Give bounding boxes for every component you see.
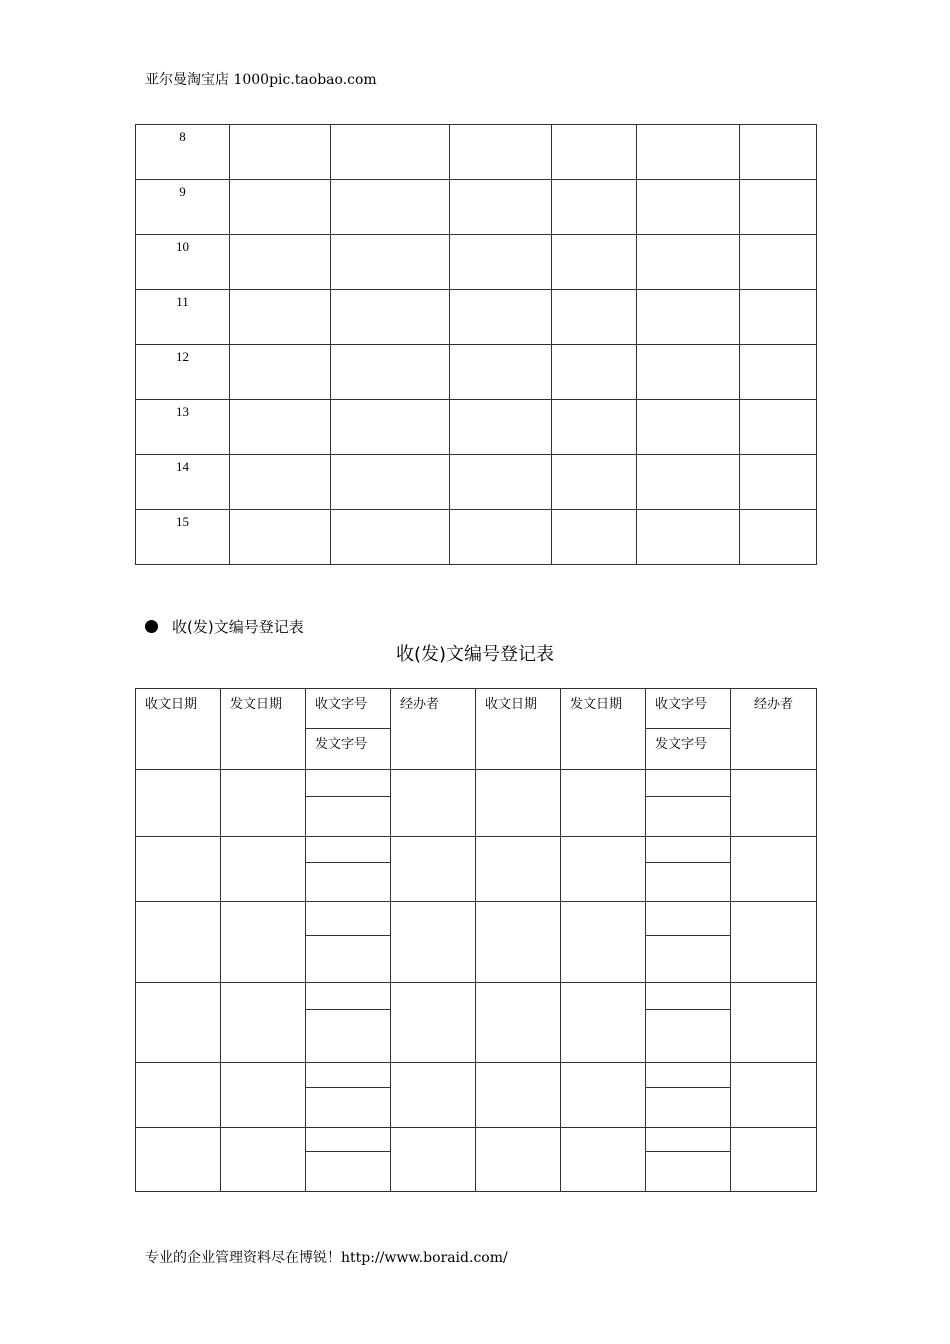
empty-cell <box>561 1063 646 1128</box>
recv-no-cell <box>306 1128 391 1152</box>
empty-cell <box>450 345 552 400</box>
empty-cell <box>221 983 306 1063</box>
empty-cell <box>136 902 221 983</box>
empty-cell <box>740 125 817 180</box>
section-heading: 收(发)文编号登记表 <box>145 616 304 637</box>
empty-cell <box>731 1063 817 1128</box>
empty-cell <box>230 455 331 510</box>
bullet-icon <box>145 620 158 633</box>
document-number-register-table <box>135 688 817 1192</box>
empty-cell <box>230 125 331 180</box>
header-recv-no: 收文字号 <box>306 689 391 729</box>
table-row <box>136 770 817 797</box>
table-row <box>136 290 817 345</box>
empty-cell <box>450 235 552 290</box>
empty-cell <box>230 290 331 345</box>
send-no-cell <box>306 863 391 902</box>
header-recv-date-2: 收文日期 <box>476 689 561 770</box>
table-row <box>136 180 817 235</box>
empty-cell <box>740 235 817 290</box>
empty-cell <box>740 290 817 345</box>
empty-cell <box>740 510 817 565</box>
empty-cell <box>450 180 552 235</box>
empty-cell <box>450 400 552 455</box>
header-send-date: 发文日期 <box>221 689 306 770</box>
empty-cell <box>391 837 476 902</box>
header-recv-date: 收文日期 <box>136 689 221 770</box>
table-row <box>136 837 817 863</box>
empty-cell <box>450 455 552 510</box>
empty-cell <box>331 290 450 345</box>
form-title: 收(发)文编号登记表 <box>395 644 555 665</box>
empty-cell <box>552 125 637 180</box>
empty-cell <box>561 983 646 1063</box>
empty-cell <box>136 770 221 837</box>
table-row <box>136 1063 817 1088</box>
recv-no-cell <box>646 902 731 936</box>
header-send-no: 发文字号 <box>306 729 391 770</box>
send-no-cell <box>306 1152 391 1192</box>
record-table-continued <box>135 124 817 565</box>
row-number: 11 <box>136 290 230 345</box>
empty-cell <box>331 400 450 455</box>
empty-cell <box>391 1063 476 1128</box>
empty-cell <box>221 1063 306 1128</box>
empty-cell <box>230 180 331 235</box>
table-row <box>136 1128 817 1152</box>
empty-cell <box>740 400 817 455</box>
empty-cell <box>731 902 817 983</box>
send-no-cell <box>646 936 731 983</box>
empty-cell <box>331 510 450 565</box>
recv-no-cell <box>646 983 731 1010</box>
send-no-cell <box>646 1010 731 1063</box>
row-number: 15 <box>136 510 230 565</box>
row-number: 10 <box>136 235 230 290</box>
header-send-no-2: 发文字号 <box>646 729 731 770</box>
empty-cell <box>552 455 637 510</box>
empty-cell <box>221 1128 306 1192</box>
empty-cell <box>476 770 561 837</box>
table-row <box>136 983 817 1010</box>
header-recv-no-2: 收文字号 <box>646 689 731 729</box>
empty-cell <box>476 837 561 902</box>
row-number: 8 <box>136 125 230 180</box>
empty-cell <box>637 510 740 565</box>
recv-no-cell <box>646 837 731 863</box>
empty-cell <box>450 290 552 345</box>
empty-cell <box>391 902 476 983</box>
empty-cell <box>136 1063 221 1128</box>
recv-no-cell <box>306 1063 391 1088</box>
empty-cell <box>731 837 817 902</box>
recv-no-cell <box>646 1063 731 1088</box>
recv-no-cell <box>306 983 391 1010</box>
empty-cell <box>637 290 740 345</box>
empty-cell <box>740 180 817 235</box>
page-header: 亚尔曼淘宝店 1000pic.taobao.com <box>145 72 377 88</box>
empty-cell <box>476 983 561 1063</box>
recv-no-cell <box>646 1128 731 1152</box>
table-row <box>136 345 817 400</box>
recv-no-cell <box>306 770 391 797</box>
empty-cell <box>637 455 740 510</box>
recv-no-cell <box>646 770 731 797</box>
table-row <box>136 125 817 180</box>
table-row <box>136 902 817 936</box>
empty-cell <box>552 235 637 290</box>
send-no-cell <box>306 1010 391 1063</box>
row-number: 13 <box>136 400 230 455</box>
table-row <box>136 400 817 455</box>
recv-no-cell <box>306 837 391 863</box>
empty-cell <box>476 902 561 983</box>
empty-cell <box>476 1063 561 1128</box>
empty-cell <box>331 180 450 235</box>
empty-cell <box>221 902 306 983</box>
empty-cell <box>740 345 817 400</box>
empty-cell <box>731 1128 817 1192</box>
empty-cell <box>552 290 637 345</box>
empty-cell <box>331 235 450 290</box>
empty-cell <box>136 1128 221 1192</box>
empty-cell <box>476 1128 561 1192</box>
empty-cell <box>637 180 740 235</box>
empty-cell <box>331 455 450 510</box>
empty-cell <box>637 345 740 400</box>
send-no-cell <box>306 797 391 837</box>
send-no-cell <box>646 1152 731 1192</box>
empty-cell <box>552 510 637 565</box>
header-handler: 经办者 <box>391 689 476 770</box>
header-send-date-2: 发文日期 <box>561 689 646 770</box>
empty-cell <box>450 510 552 565</box>
send-no-cell <box>306 936 391 983</box>
empty-cell <box>552 400 637 455</box>
table-row <box>136 510 817 565</box>
header-handler-2: 经办者 <box>731 689 817 770</box>
empty-cell <box>561 770 646 837</box>
empty-cell <box>230 345 331 400</box>
send-no-cell <box>306 1088 391 1128</box>
send-no-cell <box>646 863 731 902</box>
empty-cell <box>136 983 221 1063</box>
empty-cell <box>552 345 637 400</box>
empty-cell <box>391 770 476 837</box>
empty-cell <box>331 345 450 400</box>
empty-cell <box>637 125 740 180</box>
empty-cell <box>637 235 740 290</box>
row-number: 12 <box>136 345 230 400</box>
empty-cell <box>391 983 476 1063</box>
recv-no-cell <box>306 902 391 936</box>
send-no-cell <box>646 797 731 837</box>
empty-cell <box>230 510 331 565</box>
empty-cell <box>221 837 306 902</box>
empty-cell <box>561 1128 646 1192</box>
row-number: 14 <box>136 455 230 510</box>
table-row <box>136 235 817 290</box>
empty-cell <box>230 235 331 290</box>
empty-cell <box>136 837 221 902</box>
empty-cell <box>731 770 817 837</box>
empty-cell <box>731 983 817 1063</box>
empty-cell <box>561 837 646 902</box>
empty-cell <box>561 902 646 983</box>
table-row <box>136 455 817 510</box>
empty-cell <box>450 125 552 180</box>
empty-cell <box>331 125 450 180</box>
page-footer: 专业的企业管理资料尽在博锐！http://www.boraid.com/ <box>145 1250 508 1266</box>
empty-cell <box>391 1128 476 1192</box>
send-no-cell <box>646 1088 731 1128</box>
empty-cell <box>740 455 817 510</box>
row-number: 9 <box>136 180 230 235</box>
empty-cell <box>230 400 331 455</box>
empty-cell <box>637 400 740 455</box>
empty-cell <box>221 770 306 837</box>
empty-cell <box>552 180 637 235</box>
